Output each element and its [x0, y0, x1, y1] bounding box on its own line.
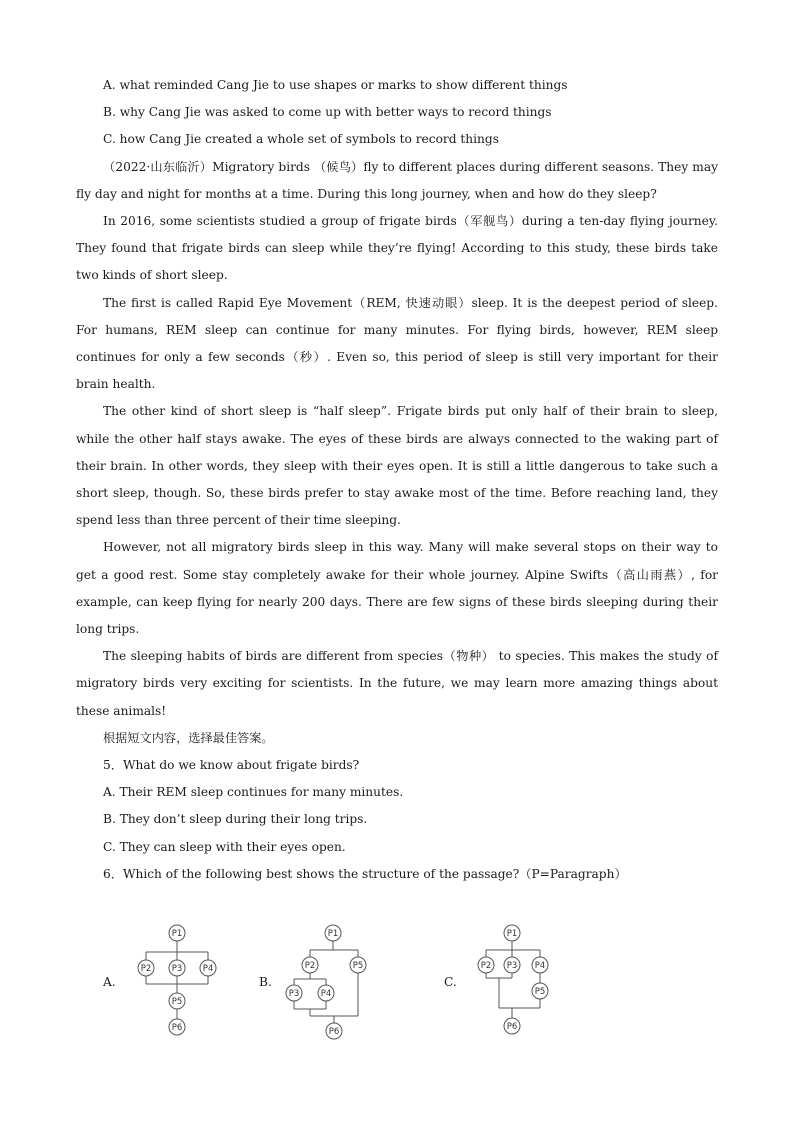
diagram-a-node-p4 [200, 960, 216, 976]
svg-text:P3: P3 [171, 964, 183, 974]
svg-text:P6: P6 [171, 1023, 183, 1033]
diagram-a-node-p1 [169, 925, 185, 941]
svg-text:P4: P4 [534, 961, 546, 971]
passage-paragraph-3: The first is called Rapid Eye Movement（REM, 快速动眼）sleep. It is the deepest period of sleep. For humans, REM sleep can continue for many minutes. For flying birds, however, REM sleep continues for only a few seconds（秒）. Even so, this period of sleep is still very important for their brain health. [76, 295, 718, 392]
passage-paragraph-1: （2022·山东临沂）Migratory birds （候鸟）fly to different places during different seasons. They may fly day and night for months at a time. During this long journey, when and how do they sleep? [76, 159, 718, 201]
svg-text:P3: P3 [288, 989, 300, 999]
question-5-option-b: B. They don’t sleep during their long trips. [103, 812, 368, 827]
diagram-c-node-p5 [532, 983, 548, 999]
diagram-a-node-p6 [169, 1019, 185, 1035]
diagram-c-node-p1 [504, 925, 520, 941]
option-b-top: B. why Cang Jie was asked to come up with better ways to record things [103, 105, 552, 120]
diagram-a-node-p2 [138, 960, 154, 976]
diagram-c-node-p4 [532, 957, 548, 973]
question-6-stem: 6．Which of the following best shows the structure of the passage?（P=Paragraph） [103, 866, 627, 881]
svg-text:P2: P2 [480, 961, 492, 971]
diagram-a [132, 924, 222, 1044]
svg-text:P6: P6 [506, 1022, 518, 1032]
question-5-stem: 5．What do we know about frigate birds? [103, 758, 360, 773]
diagram-b [283, 924, 373, 1044]
diagram-b-node-p6 [326, 1023, 342, 1039]
diagram-b-node-p4 [318, 985, 334, 1001]
diagram-a-node-p5 [169, 993, 185, 1009]
structure-diagrams [76, 920, 718, 1050]
svg-text:P4: P4 [202, 964, 214, 974]
diagram-b-node-p2 [302, 957, 318, 973]
svg-text:P4: P4 [320, 989, 332, 999]
page-content [76, 72, 718, 888]
passage-paragraph-6: The sleeping habits of birds are different from species（物种） to species. This makes the study of migratory birds very exciting for scientists. In the future, we may learn more amazing things about these animals! [76, 649, 718, 718]
diagram-c-node-p2 [478, 957, 494, 973]
passage-paragraph-2: In 2016, some scientists studied a group of frigate birds（军舰鸟）during a ten-day flying journey. They found that frigate birds can sleep while they’re flying! According to this study, these birds take two kinds of short sleep. [76, 214, 718, 283]
svg-text:P2: P2 [140, 964, 152, 974]
svg-text:P1: P1 [506, 929, 518, 939]
diagram-c-node-p3 [504, 957, 520, 973]
passage-paragraph-5: However, not all migratory birds sleep in this way. Many will make several stops on their way to get a good rest. Some stay completely awake for their whole journey. Alpine Swifts（高山雨燕）, for example, can keep flying for nearly 200 days. There are few signs of these birds sleeping during their long trips. [76, 540, 718, 637]
diagram-b-node-p1 [325, 925, 341, 941]
instruction: 根据短文内容，选择最佳答案。 [103, 730, 274, 745]
diagram-b-node-p5 [350, 957, 366, 973]
svg-text:P5: P5 [534, 987, 546, 997]
diagram-a-node-p3 [169, 960, 185, 976]
diagram-b-label: B. [259, 975, 272, 989]
svg-text:P3: P3 [506, 961, 518, 971]
question-5-option-c: C. They can sleep with their eyes open. [103, 839, 346, 854]
option-a-top: A. what reminded Cang Jie to use shapes or marks to show different things [103, 78, 568, 92]
diagram-c-node-p6 [504, 1018, 520, 1034]
svg-text:P5: P5 [171, 997, 183, 1007]
passage-paragraph-4: The other kind of short sleep is “half sleep”. Frigate birds put only half of their brain to sleep, while the other half stays awake. The eyes of these birds are always connected to the waking part of their brain. In other words, they sleep with their eyes open. It is still a little dangerous to take such a short sleep, though. So, these birds prefer to stay awake most of the time. Before reaching land, they spend less than three percent of their time sleeping. [76, 404, 718, 528]
diagram-c-label: C. [444, 975, 457, 989]
question-5-option-a: A. Their REM sleep continues for many minutes. [103, 785, 404, 800]
svg-text:P1: P1 [327, 929, 339, 939]
option-c-top: C. how Cang Jie created a whole set of symbols to record things [103, 132, 499, 147]
svg-text:P6: P6 [328, 1027, 340, 1037]
svg-text:P2: P2 [304, 961, 316, 971]
svg-text:P5: P5 [352, 961, 364, 971]
svg-text:P1: P1 [171, 929, 183, 939]
diagram-b-node-p3 [286, 985, 302, 1001]
diagram-c [476, 920, 566, 1044]
diagram-a-label: A. [103, 975, 116, 989]
